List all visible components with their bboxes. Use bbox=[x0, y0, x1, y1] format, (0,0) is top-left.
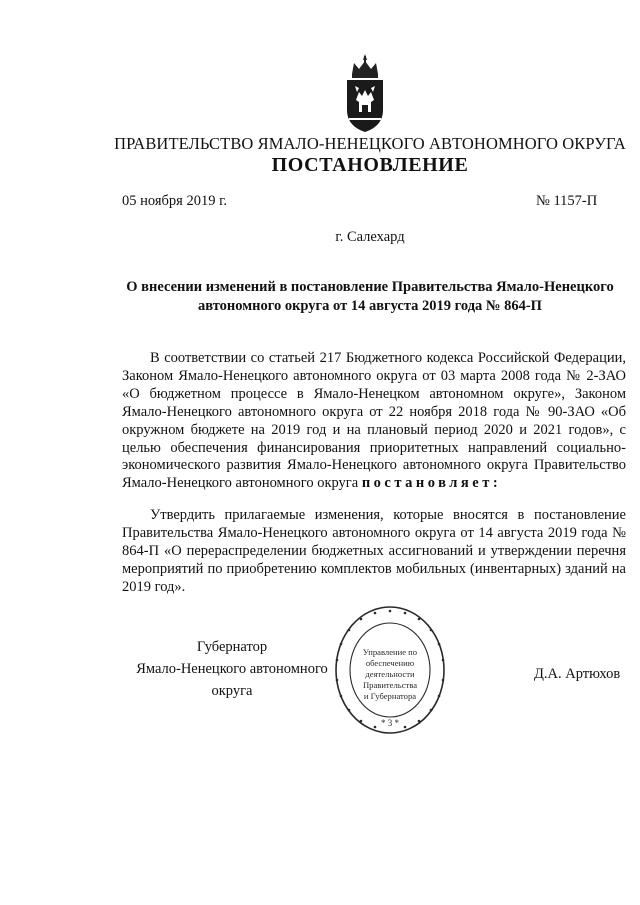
official-stamp bbox=[334, 605, 446, 735]
paragraph-text: В соответствии со статьей 217 Бюджетного кодекса Российской Федерации, Законом Ямало-Ненецкого автономного округа от 03 марта 2008 года № 2-ЗАО «О бюджетном процессе в Ямало-Ненецком автономном округе», Законом Ямало-Ненецкого автономного округа от 22 ноября 2018 года № 90-ЗАО «Об окружном бюджете на 2019 год и на плановый период 2020 и 2021 годов», с целью обеспечения финансирования приоритетных направлений социально-экономического развития Ямало-Ненецкого автономного округа Правительство Ямало-Ненецкого автономного округа bbox=[122, 350, 626, 492]
stamp-text-line: деятельности bbox=[365, 669, 415, 679]
document-number: № 1157-П bbox=[536, 193, 598, 209]
signatory-name: Д.А. Артюхов bbox=[534, 666, 621, 682]
stamp-text bbox=[334, 647, 446, 702]
document-title-line: автономного округа от 14 августа 2019 года № 864-П bbox=[198, 298, 542, 314]
body-paragraph bbox=[122, 350, 626, 493]
document-type: ПОСТАНОВЛЕНИЕ bbox=[271, 154, 469, 176]
stamp-text-line: обеспечению bbox=[365, 658, 415, 668]
body-paragraph: Утвердить прилагаемые изменения, которые вносятся в постановление Правительства Ямало-Ненецкого автономного округа от 14 августа 2019 года № 864-П «О перераспределении бюджетных ассигнований и утверждении перечня мероприятий по приобретению комплектов мобильных (инвентарных) зданий на 2019 год». bbox=[122, 507, 626, 595]
document-date: 05 ноября 2019 г. bbox=[122, 193, 228, 209]
resolves-text: постановляет: bbox=[361, 475, 502, 492]
svg-text:* 3 *: * 3 * bbox=[381, 718, 399, 728]
signatory-position-line: Губернатор bbox=[196, 639, 268, 655]
stamp-text-line: Правительства bbox=[362, 680, 418, 690]
document-title-line: О внесении изменений в постановление Правительства Ямало-Ненецкого bbox=[126, 279, 614, 295]
stamp-text-line: и Губернатора bbox=[363, 691, 417, 701]
organization-name: ПРАВИТЕЛЬСТВО ЯМАЛО-НЕНЕЦКОГО АВТОНОМНОГО ОКРУГА bbox=[114, 134, 626, 153]
coat-of-arms-icon bbox=[343, 52, 387, 134]
stamp-text-line: Управление по bbox=[362, 647, 418, 657]
signatory-position bbox=[122, 636, 342, 702]
document-title bbox=[110, 278, 630, 316]
signatory-position-line: Ямало-Ненецкого автономного округа bbox=[136, 661, 328, 699]
document-city: г. Салехард bbox=[335, 229, 405, 245]
